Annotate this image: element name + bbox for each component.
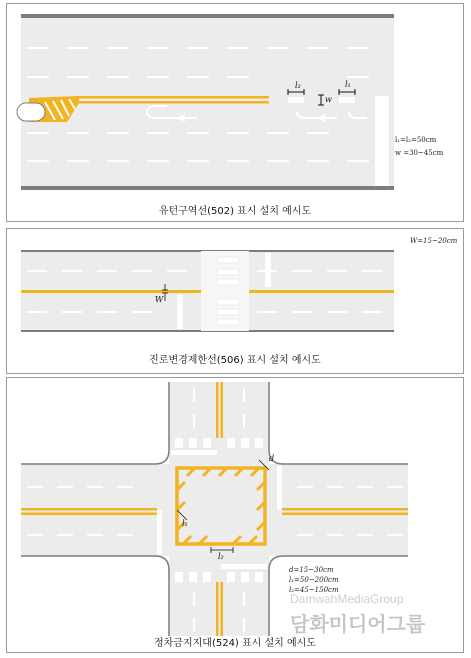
panel2-caption: 진로변경제한선(506) 표시 설치 예시도 — [149, 355, 321, 366]
median-nose — [17, 103, 45, 121]
watermark-korean: 담화미디어그룹 — [290, 612, 426, 636]
uturn-road-diagram — [7, 4, 463, 221]
stop-line-left — [177, 295, 183, 329]
stop-line-right — [265, 253, 271, 287]
restriction-line-left — [21, 290, 201, 293]
spec-note-1: d=15~30cm — [289, 566, 334, 574]
label-l1: l₁ — [182, 519, 188, 528]
center-line-upper — [79, 96, 269, 99]
uturn-zone-panel — [6, 3, 464, 222]
panel1-caption: 유턴구역선(502) 표시 설치 예시도 — [158, 206, 312, 217]
stop-line — [375, 96, 389, 186]
road-edge-top — [21, 14, 394, 18]
spec-note-2: l₁=50~200cm — [289, 576, 339, 584]
label-w: w — [325, 95, 332, 104]
spec-note: W=15~20cm — [410, 237, 458, 245]
label-d: d — [269, 454, 275, 463]
road-vertical — [169, 382, 269, 636]
lane-change-restriction-panel — [6, 228, 464, 374]
watermark-latin: DamwahMediaGroup — [290, 592, 404, 606]
spec-note-2: w =30~45cm — [395, 149, 444, 157]
label-l2: l₂ — [218, 552, 224, 561]
road-edge-bottom — [21, 186, 394, 190]
restriction-line-right — [249, 290, 394, 293]
label-l1: l₁ — [345, 80, 351, 89]
panel3-caption: 정차금지지대(524) 표시 설치 예시도 — [153, 638, 316, 649]
center-line-lower — [79, 101, 269, 104]
spec-note-3: l₂=45~150cm — [289, 586, 339, 594]
label-w: W — [155, 295, 164, 304]
spec-note-1: l₁=l₂=50cm — [395, 136, 437, 144]
label-l2: l₂ — [295, 81, 301, 90]
